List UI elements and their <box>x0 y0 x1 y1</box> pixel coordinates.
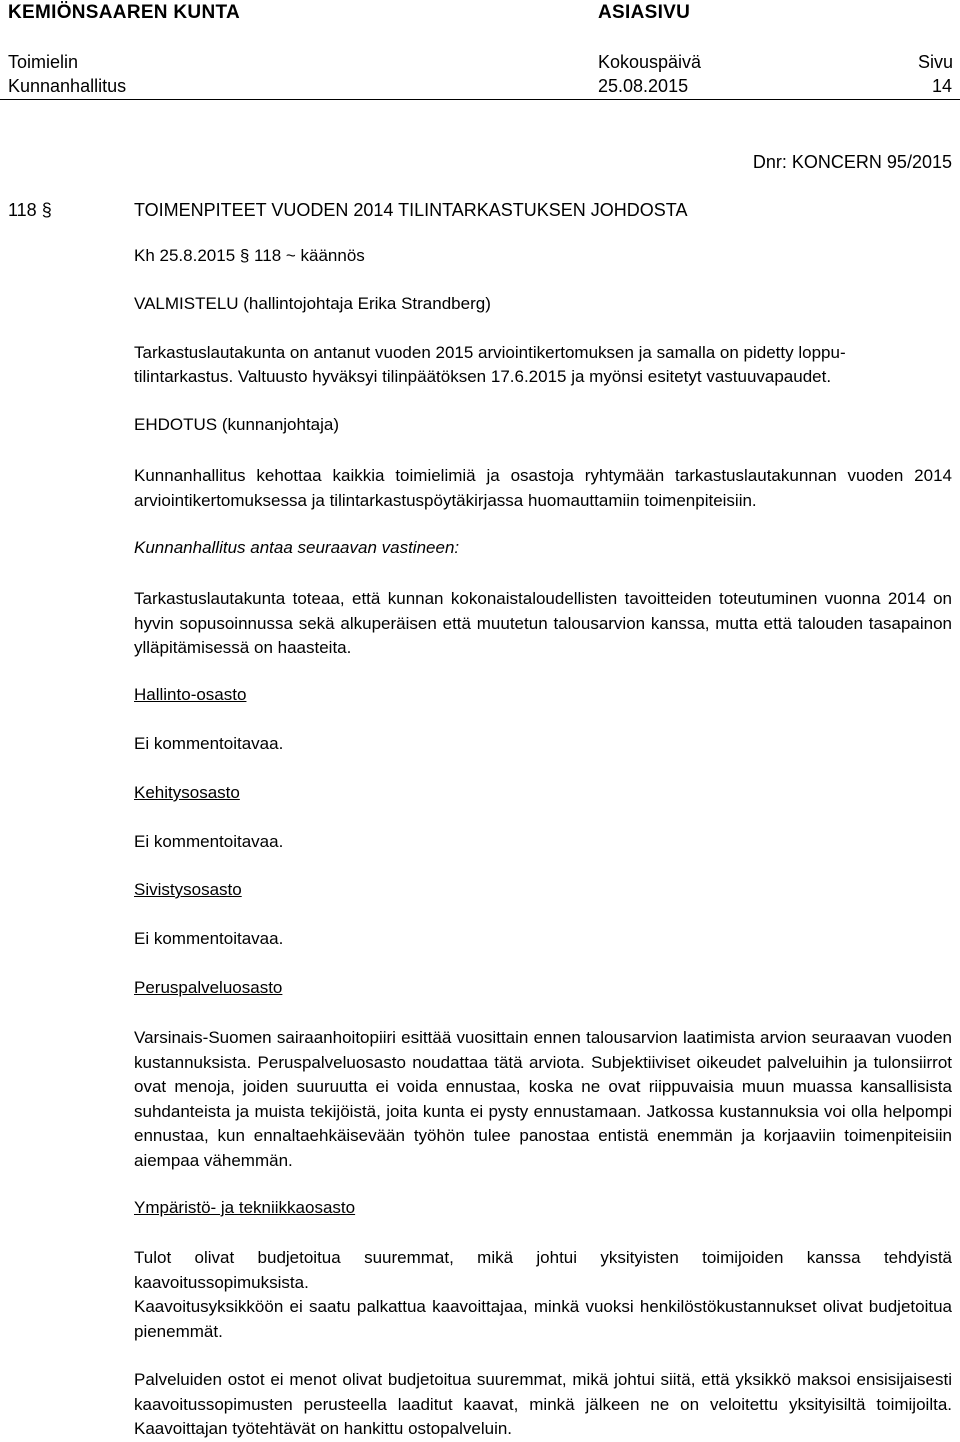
page-label: Sivu <box>918 52 954 72</box>
dnr-number: Dnr: KONCERN 95/2015 <box>752 152 952 172</box>
meeting-reference: Kh 25.8.2015 § 118 ~ käännös <box>134 246 365 265</box>
item-number: 118 § <box>8 200 52 220</box>
document-type: ASIASIVU <box>598 2 691 23</box>
body-label: Toimielin <box>8 52 79 72</box>
proposal-text: Kunnanhallitus kehottaa kaikkia toimielimiä ja osastoja ryhtymään tarkastuslautakunnan vuoden 2014 arviointikertomuksessa ja tilintarkastuspöytäkirjassa huomauttamiin toimenpiteisiin. <box>134 466 952 510</box>
section-text-ymparisto-1: Tulot olivat budjetoitua suuremmat, mikä johtui yksityisten toimijoiden kanssa tehdyistä kaavoitussopimuksista. <box>134 1248 952 1292</box>
response-heading: Kunnanhallitus antaa seuraavan vastineen: <box>134 538 460 557</box>
section-text-kehitys: Ei kommentoitavaa. <box>134 832 284 851</box>
section-text-peruspalvelu: Varsinais-Suomen sairaanhoitopiiri esittää vuosittain ennen talousarvion laatimista arvion seuraavan vuoden kustannuksista. Peruspalveluosasto noudattaa tätä arviota. Subjektiiviset oikeudet palveluihin ja tulonsiirrot ovat menoja, joiden suuruutta ei voida ennustaa, koska ne ovat riippuvaisia muun muassa kansallisista suhdanteista ja muista tekijöistä, joita kunta ei pysty ennustamaan. Jatkossa kustannuksia voi olla helpompi ennustaa, kun ennaltaehkäisevään työhön tulee panostaa entistä enemmän ja korjaaviin toimenpiteisiin aiempaa vähemmän. <box>134 1028 952 1170</box>
proposal-heading: EHDOTUS (kunnanjohtaja) <box>134 415 340 434</box>
header-divider <box>0 99 960 100</box>
date-label: Kokouspäivä <box>598 52 702 72</box>
item-title: TOIMENPITEET VUODEN 2014 TILINTARKASTUKSEN JOHDOSTA <box>134 200 688 220</box>
section-text-ymparisto-2: Kaavoitusyksikköön ei saatu palkattua kaavoittajaa, minkä vuoksi henkilöstökustannukset olivat budjetoitua pienemmät. <box>134 1297 952 1341</box>
section-heading-kehitys: Kehitysosasto <box>134 783 240 802</box>
preparation-heading: VALMISTELU (hallintojohtaja Erika Strandberg) <box>134 294 491 313</box>
intro-line-1: Tarkastuslautakunta on antanut vuoden 2015 arviointikertomuksen ja samalla on pidetty loppu- <box>134 343 846 362</box>
section-text-sivistys: Ei kommentoitavaa. <box>134 929 284 948</box>
section-heading-ymparisto: Ympäristö- ja tekniikkaosasto <box>134 1198 356 1217</box>
section-heading-hallinto: Hallinto-osasto <box>134 685 247 704</box>
response-text: Tarkastuslautakunta toteaa, että kunnan kokonaistaloudellisten tavoitteiden toteutuminen vuonna 2014 on hyvin sopusoinnussa sekä alkuperäisen että muutetun talousarvion kanssa, mutta että talouden tasapainon ylläpitämisessä on haasteita. <box>134 589 952 657</box>
organization-name: KEMIÖNSAAREN KUNTA <box>8 2 240 23</box>
page-number: 14 <box>932 76 953 96</box>
section-text-ymparisto-3: Palveluiden ostot ei menot olivat budjetoitua suuremmat, mikä johtui siitä, että yksikkö maksoi ensisijaisesti kaavoitussopimusten perusteella laaditut kaavat, minkä jälkeen ne on veloitettu yksityisiltä toimijoilta. Kaavoittajan työtehtävät on hankittu ostopalveluin. <box>134 1370 952 1438</box>
intro-line-2: tilintarkastus. Valtuusto hyväksyi tilinpäätöksen 17.6.2015 ja myönsi esitetyt vastuuvapaudet. <box>134 367 832 386</box>
section-heading-peruspalvelu: Peruspalveluosasto <box>134 978 283 997</box>
body-value: Kunnanhallitus <box>8 76 127 96</box>
section-text-hallinto: Ei kommentoitavaa. <box>134 734 284 753</box>
section-heading-sivistys: Sivistysosasto <box>134 880 242 899</box>
date-value: 25.08.2015 <box>598 76 689 96</box>
